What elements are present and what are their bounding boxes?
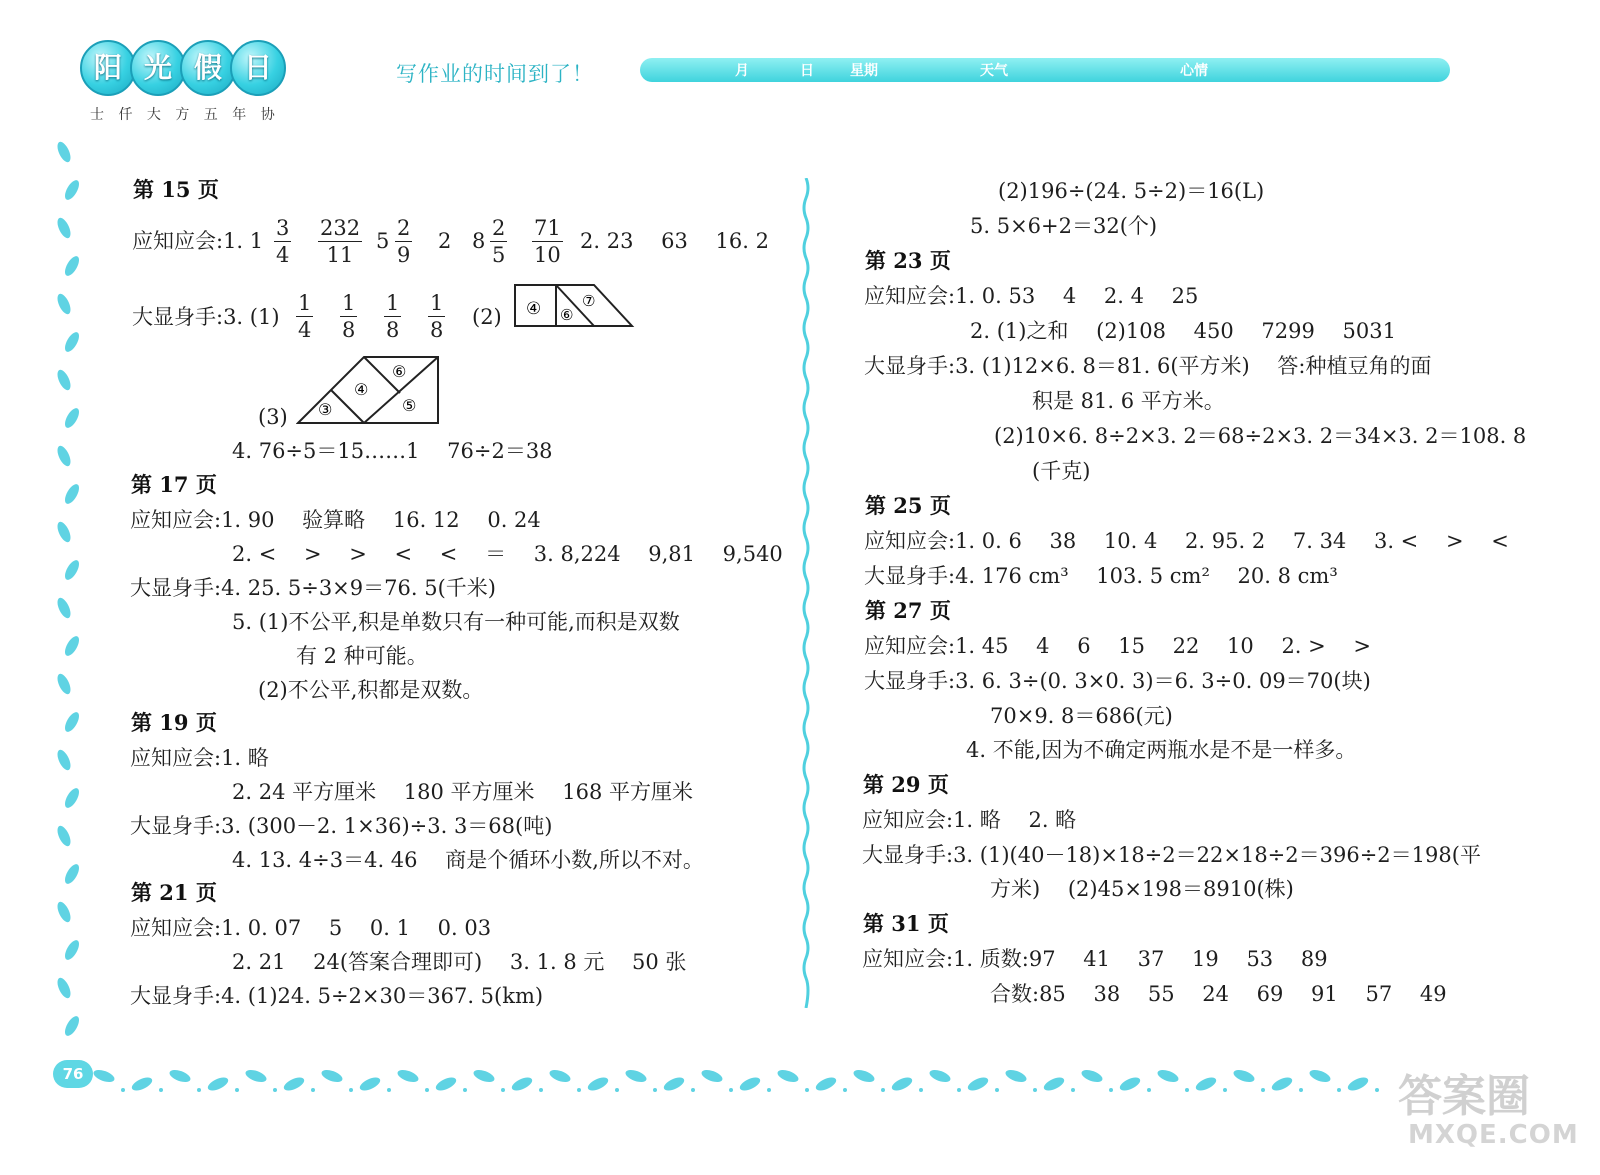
answer-line: 应知应会:1. 0. 53 4 2. 4 25 xyxy=(864,284,1199,308)
answer-line: (3) xyxy=(258,405,288,429)
answer-line: 方米) (2)45×198＝8910(株) xyxy=(990,877,1294,901)
leaf-ornament xyxy=(320,1068,344,1085)
leaf-ornament xyxy=(966,1075,990,1093)
dot-ornament xyxy=(729,1088,733,1092)
dot-ornament xyxy=(387,1088,391,1092)
leaf-border-bottom xyxy=(90,1058,1390,1098)
leaf-ornament xyxy=(624,1068,648,1085)
shape-label: ⑥ xyxy=(392,362,407,381)
leaf-ornament xyxy=(55,292,73,316)
shape-label: ④ xyxy=(354,380,369,399)
dot-ornament xyxy=(1375,1088,1379,1092)
leaf-ornament xyxy=(62,178,82,202)
leaf-ornament xyxy=(55,140,73,164)
dot-ornament xyxy=(235,1088,239,1092)
leaf-ornament xyxy=(62,634,82,658)
leaf-ornament xyxy=(92,1068,116,1085)
leaf-border-left xyxy=(48,140,88,1060)
shape-label: ④ xyxy=(526,299,542,319)
answer-line: (2)不公平,积都是双数。 xyxy=(258,678,484,702)
fraction: $\frac{1}{8}$ xyxy=(342,291,356,342)
dot-ornament xyxy=(311,1088,315,1092)
leaf-ornament xyxy=(548,1068,572,1085)
leaf-ornament xyxy=(852,1068,876,1085)
dot-ornament xyxy=(767,1088,771,1092)
leaf-ornament xyxy=(62,786,82,810)
section-title: 第 19 页 xyxy=(131,710,217,735)
leaf-ornament xyxy=(396,1068,420,1085)
bar-weather: 天气 xyxy=(980,63,1008,79)
page-number: 76 xyxy=(53,1060,93,1088)
fraction: $\frac{1}{8}$ xyxy=(430,291,444,342)
answer-line: 大显身手:4. 25. 5÷3×9＝76. 5(千米) xyxy=(130,576,496,600)
mixed-whole: 5 xyxy=(376,229,390,253)
mixed-whole: 8 xyxy=(472,229,486,253)
leaf-ornament xyxy=(1004,1068,1028,1085)
answer-value: 2 xyxy=(438,229,452,253)
dot-ornament xyxy=(1147,1088,1151,1092)
watermark-url: MXQE.COM xyxy=(1408,1120,1579,1150)
leaf-ornament xyxy=(510,1075,534,1093)
leaf-ornament xyxy=(1346,1075,1370,1093)
tangram-shape-3 xyxy=(296,355,446,427)
fraction: $\frac{1}{8}$ xyxy=(386,291,400,342)
section-title: 第 27 页 xyxy=(865,598,951,623)
dot-ornament xyxy=(349,1088,353,1092)
leaf-ornament xyxy=(244,1068,268,1085)
dot-ornament xyxy=(577,1088,581,1092)
answer-line: (千克) xyxy=(1032,459,1091,483)
answer-line: 2. (1)之和 (2)108 450 7299 5031 xyxy=(970,319,1396,343)
answer-line: 大显身手:3. 6. 3÷(0. 3×0. 3)＝6. 3÷0. 09＝70(块) xyxy=(864,669,1371,693)
section-title: 第 23 页 xyxy=(865,248,951,273)
leaf-ornament xyxy=(55,368,73,392)
shape-label: ⑥ xyxy=(560,306,574,324)
leaf-ornament xyxy=(738,1075,762,1093)
answer-line: 合数:85 38 55 24 69 91 57 49 xyxy=(990,982,1447,1006)
leaf-ornament xyxy=(55,748,73,772)
answer-line: 70×9. 8＝686(元) xyxy=(990,704,1173,728)
dot-ornament xyxy=(273,1088,277,1092)
leaf-ornament xyxy=(434,1075,458,1093)
logo-char: 光 xyxy=(130,40,186,96)
leaf-ornament xyxy=(928,1068,952,1085)
logo-char: 假 xyxy=(180,40,236,96)
leaf-ornament xyxy=(1156,1068,1180,1085)
leaf-ornament xyxy=(55,520,73,544)
leaf-ornament xyxy=(700,1068,724,1085)
answer-line: (2)10×6. 8÷2×3. 2＝68÷2×3. 2＝34×3. 2＝108. 8 xyxy=(994,424,1527,448)
answer-line: 2. < > > < < ＝ 3. 8,224 9,81 9,540 xyxy=(232,542,783,566)
dot-ornament xyxy=(881,1088,885,1092)
fraction: $\frac{3}{4}$ xyxy=(276,216,290,267)
answer-line: 有 2 种可能。 xyxy=(296,644,428,668)
dot-ornament xyxy=(1033,1088,1037,1092)
dot-ornament xyxy=(501,1088,505,1092)
answer-line: 5. 5×6+2＝32(个) xyxy=(970,214,1158,238)
dot-ornament xyxy=(995,1088,999,1092)
answer-line: (2) xyxy=(472,305,502,329)
leaf-ornament xyxy=(168,1068,192,1085)
section-title: 第 29 页 xyxy=(863,772,949,797)
dot-ornament xyxy=(1185,1088,1189,1092)
date-weather-bar xyxy=(640,58,1450,82)
leaf-ornament xyxy=(62,330,82,354)
dot-ornament xyxy=(121,1088,125,1092)
logo-char: 阳 xyxy=(80,40,136,96)
fraction: $\frac{1}{4}$ xyxy=(298,291,312,342)
answer-line: 大显身手:3. (300－2. 1×36)÷3. 3＝68(吨) xyxy=(130,814,553,838)
answer-line: 5. (1)不公平,积是单数只有一种可能,而积是双数 xyxy=(232,610,680,634)
section-title: 第 21 页 xyxy=(131,880,217,905)
dot-ornament xyxy=(1071,1088,1075,1092)
dot-ornament xyxy=(1337,1088,1341,1092)
answer-line: 应知应会:1. 90 验算略 16. 12 0. 24 xyxy=(130,508,541,532)
answer-line: 4. 不能,因为不确定两瓶水是不是一样多。 xyxy=(966,738,1357,762)
leaf-ornament xyxy=(62,710,82,734)
leaf-ornament xyxy=(358,1075,382,1093)
leaf-ornament xyxy=(1118,1075,1142,1093)
shape-label: ③ xyxy=(318,400,333,419)
answer-line: 应知应会:1. 质数:97 41 37 19 53 89 xyxy=(862,947,1328,971)
leaf-ornament xyxy=(1042,1075,1066,1093)
leaf-ornament xyxy=(1308,1068,1332,1085)
section-title: 第 17 页 xyxy=(131,472,217,497)
answer-line: 大显身手:3. (1)(40－18)×18÷2＝22×18÷2＝396÷2＝198(平 xyxy=(862,843,1481,867)
leaf-ornament xyxy=(890,1075,914,1093)
dot-ornament xyxy=(539,1088,543,1092)
fraction: $\frac{232}{11}$ xyxy=(320,216,361,267)
dot-ornament xyxy=(197,1088,201,1092)
dot-ornament xyxy=(653,1088,657,1092)
fraction: $\frac{2}{5}$ xyxy=(492,216,506,267)
leaf-ornament xyxy=(55,216,73,240)
leaf-ornament xyxy=(55,900,73,924)
leaf-ornament xyxy=(472,1068,496,1085)
leaf-ornament xyxy=(282,1075,306,1093)
answer-line: 4. 76÷5＝15……1 76÷2＝38 xyxy=(232,439,553,463)
leaf-ornament xyxy=(55,444,73,468)
dot-ornament xyxy=(159,1088,163,1092)
dot-ornament xyxy=(805,1088,809,1092)
dot-ornament xyxy=(1299,1088,1303,1092)
leaf-ornament xyxy=(1080,1068,1104,1085)
watermark-logo: 答案圈 xyxy=(1398,1071,1530,1122)
answer-line: 应知应会:1. 45 4 6 15 22 10 2. > > xyxy=(864,634,1372,658)
answer-line: 4. 13. 4÷3＝4. 46 商是个循环小数,所以不对。 xyxy=(232,848,704,872)
leaf-ornament xyxy=(55,672,73,696)
leaf-ornament xyxy=(55,824,73,848)
logo-subtitle: 士 仟 大 方 五 年 协 xyxy=(90,107,280,123)
bar-mood: 心情 xyxy=(1180,63,1208,79)
answer-line: 应知应会:1. 0. 6 38 10. 4 2. 95. 2 7. 34 3. < > < xyxy=(864,529,1509,553)
leaf-ornament xyxy=(1194,1075,1218,1093)
answer-line: 2. 23 63 16. 2 xyxy=(580,229,769,253)
leaf-ornament xyxy=(55,596,73,620)
fraction: $\frac{71}{10}$ xyxy=(534,216,561,267)
dot-ornament xyxy=(463,1088,467,1092)
logo xyxy=(80,40,290,100)
answer-line: (2)196÷(24. 5÷2)＝16(L) xyxy=(998,179,1265,203)
section-title: 第 25 页 xyxy=(865,493,951,518)
leaf-ornament xyxy=(62,938,82,962)
logo-char: 日 xyxy=(230,40,286,96)
dot-ornament xyxy=(425,1088,429,1092)
shape-label: ⑤ xyxy=(402,396,417,415)
tangram-shape-2 xyxy=(512,282,636,328)
bar-day: 日 xyxy=(800,63,814,79)
answer-line: 大显身手:4. 176 cm³ 103. 5 cm² 20. 8 cm³ xyxy=(864,564,1338,588)
leaf-ornament xyxy=(1232,1068,1256,1085)
answer-line: 应知应会:1. 略 xyxy=(130,746,269,770)
slogan: 写作业的时间到了！ xyxy=(396,62,594,86)
section-title: 第 31 页 xyxy=(863,911,949,936)
leaf-ornament xyxy=(62,254,82,278)
leaf-ornament xyxy=(130,1075,154,1093)
leaf-ornament xyxy=(62,482,82,506)
leaf-ornament xyxy=(776,1068,800,1085)
dot-ornament xyxy=(1261,1088,1265,1092)
dot-ornament xyxy=(919,1088,923,1092)
leaf-ornament xyxy=(62,1014,82,1038)
leaf-ornament xyxy=(814,1075,838,1093)
leaf-ornament xyxy=(586,1075,610,1093)
leaf-ornament xyxy=(62,406,82,430)
bar-weekday: 星期 xyxy=(850,63,878,79)
dot-ornament xyxy=(1223,1088,1227,1092)
answer-line: 积是 81. 6 平方米。 xyxy=(1032,389,1225,413)
answer-line: 大显身手:3. (1)12×6. 8＝81. 6(平方米) 答:种植豆角的面 xyxy=(864,354,1432,378)
answer-line: 2. 21 24(答案合理即可) 3. 1. 8 元 50 张 xyxy=(232,950,687,974)
leaf-ornament xyxy=(62,558,82,582)
answer-line: 应知应会:1. 1 xyxy=(132,229,264,253)
leaf-ornament xyxy=(62,862,82,886)
leaf-ornament xyxy=(55,976,73,1000)
answer-line: 应知应会:1. 略 2. 略 xyxy=(862,808,1077,832)
dot-ornament xyxy=(615,1088,619,1092)
bar-month: 月 xyxy=(735,63,749,79)
answer-line: 2. 24 平方厘米 180 平方厘米 168 平方厘米 xyxy=(232,780,693,804)
dot-ornament xyxy=(957,1088,961,1092)
dot-ornament xyxy=(843,1088,847,1092)
answer-line: 应知应会:1. 0. 07 5 0. 1 0. 03 xyxy=(130,916,492,940)
fraction: $\frac{2}{9}$ xyxy=(397,216,411,267)
shape-label: ⑦ xyxy=(582,292,596,310)
answer-line: 大显身手:3. (1) xyxy=(132,305,280,329)
leaf-ornament xyxy=(1270,1075,1294,1093)
column-divider xyxy=(802,178,810,1008)
leaf-ornament xyxy=(662,1075,686,1093)
leaf-ornament xyxy=(206,1075,230,1093)
section-title: 第 15 页 xyxy=(133,177,219,202)
answer-line: 大显身手:4. (1)24. 5÷2×30＝367. 5(km) xyxy=(130,984,544,1008)
dot-ornament xyxy=(1109,1088,1113,1092)
dot-ornament xyxy=(691,1088,695,1092)
